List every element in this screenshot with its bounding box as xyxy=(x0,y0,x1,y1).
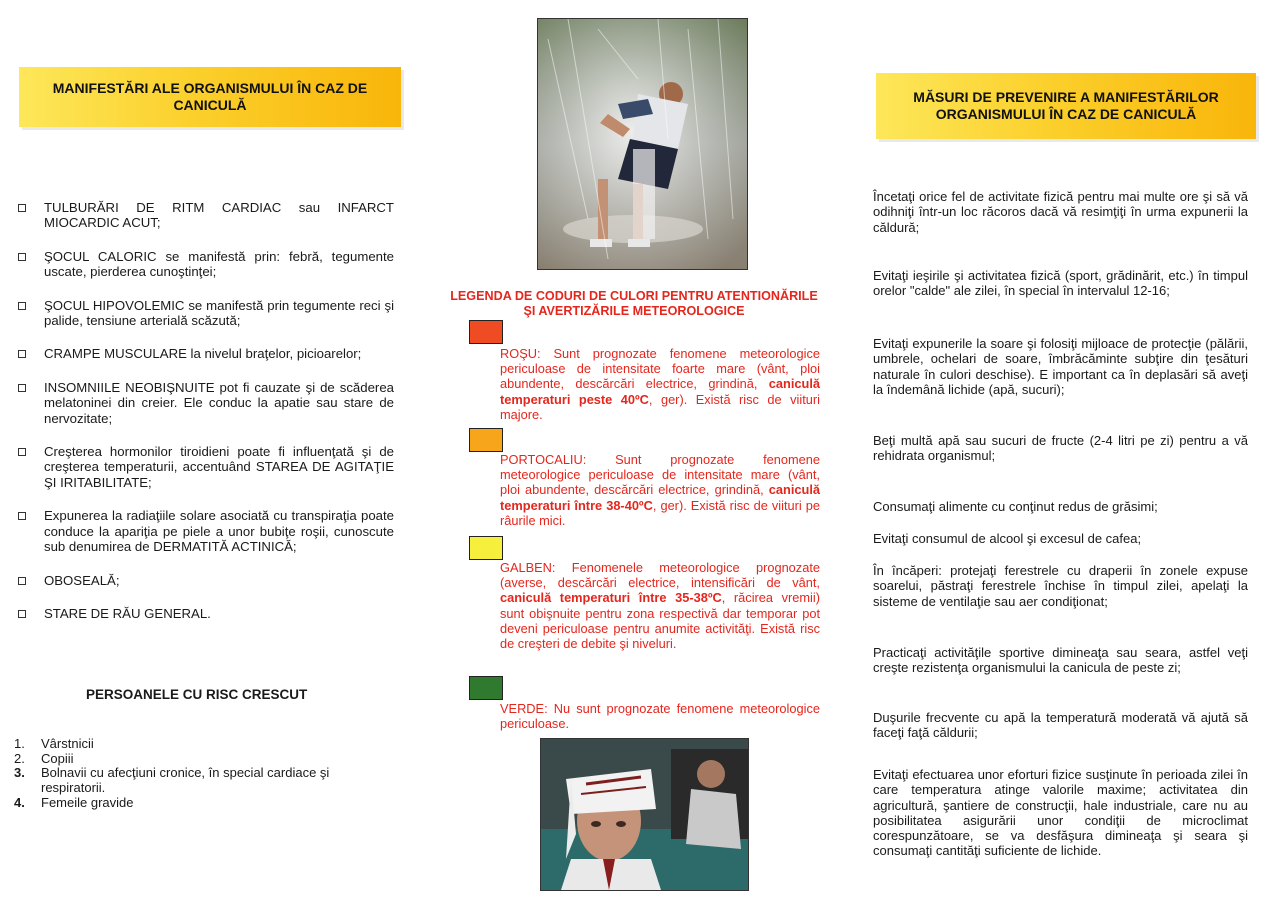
prevention-paragraph: Beţi multă apă sau sucuri de fructe (2-4 litri pe zi) pentru a vă rehidrata organismul; xyxy=(873,433,1248,464)
risk-item: 3. Bolnavii cu afecţiuni cronice, în special cardiace şi respiratorii. xyxy=(14,765,330,796)
risk-item: 1. Vârstnicii xyxy=(14,736,94,751)
risk-item: 4. Femeile gravide xyxy=(14,794,134,810)
prevention-paragraph: Evitaţi efectuarea unor eforturi fizice susţinute în perioada zilei în care temperatura atinge valorile maxime; activitatea din agricultură, şantiere de construcţii, hale industriale, care nu au posibilitatea asigurării unor condiţii de microclimat corespunzătoare, se va desfăşura dimineaţa şi seara şi consumaţi cantităţi suficiente de lichide. xyxy=(873,767,1248,859)
orange-code-text: PORTOCALIU: Sunt prognozate fenomene meteorologice periculoase de intensitate mare (vânt, ploi abundente, descărcări electrice, grindină, caniculă temperaturi între 38-40ºC, ger). Există risc de viituri pe râurile mici. xyxy=(500,452,821,528)
list-item: TULBURĂRI DE RITM CARDIAC sau INFARCT MIOCARDIC ACUT; xyxy=(18,200,394,231)
checkbox-bullet-icon xyxy=(18,302,26,310)
list-item: OBOSEALĂ; xyxy=(18,573,394,588)
checkbox-bullet-icon xyxy=(18,253,26,261)
heat-man-photo-image xyxy=(541,739,748,890)
red-swatch xyxy=(469,320,503,344)
green-swatch xyxy=(469,676,503,700)
orange-swatch xyxy=(469,428,503,452)
list-item: ŞOCUL HIPOVOLEMIC se manifestă prin tegumente reci şi palide, tensiune arterială scăzută; xyxy=(18,298,394,329)
prevention-paragraph: Evitaţi expunerile la soare şi folosiţi mijloace de protecţie (pălării, umbrele, ochelari de soare, îmbrăcăminte subţire din ţesături naturale în culori deschise). E important ca în deplasări să aveţi la îndemână lichide (apă, sucuri); xyxy=(873,336,1248,397)
list-item: STARE DE RĂU GENERAL. xyxy=(18,606,394,621)
right-banner-title: MĂSURI DE PREVENIRE A MANIFESTĂRILOR ORGANISMULUI ÎN CAZ DE CANICULĂ xyxy=(913,89,1219,122)
checkbox-bullet-icon xyxy=(18,448,26,456)
heat-man-photo xyxy=(540,738,749,891)
red-code-text: ROŞU: Sunt prognozate fenomene meteorologice periculoase de intensitate foarte mare (vânt, ploi abundente, descărcări electrice, grindină, caniculă temperaturi peste 40ºC, ger). Există risc de viituri majore. xyxy=(500,346,820,422)
checkbox-bullet-icon xyxy=(18,577,26,585)
risk-list xyxy=(14,737,374,811)
yellow-code-text: GALBEN: Fenomenele meteorologice prognozate (averse, descărcări electrice, intensificări de vânt, caniculă temperaturi între 35-38ºC, răcirea vremii) sunt obişnuite pentru zona respectivă dar temporar pot deveni periculoase pentru anumite activităţi. Există risc de creşteri de debite şi niveluri. xyxy=(500,560,821,652)
right-banner xyxy=(876,73,1256,139)
prevention-paragraph: Practicaţi activităţile sportive dimineaţa sau seara, astfel veţi creşte rezistenţa organismului la canicula de peste zi; xyxy=(873,645,1248,676)
fountain-photo-image xyxy=(538,19,747,269)
prevention-paragraph: Evitaţi ieşirile şi activitatea fizică (sport, grădinărit, etc.) în timpul orelor "calde" ale zilei, în special în intervalul 12-16; xyxy=(873,268,1248,299)
list-item: Creşterea hormonilor tiroidieni poate fi influenţată şi de creşterea temperaturii, accentuând STAREA DE AGITAŢIE ŞI IRITABILITATE; xyxy=(18,444,394,490)
checkbox-bullet-icon xyxy=(18,350,26,358)
risk-title: PERSOANELE CU RISC CRESCUT xyxy=(86,687,308,702)
green-code-text: VERDE: Nu sunt prognozate fenomene meteorologice periculoase. xyxy=(500,701,820,732)
prevention-paragraph: Evitaţi consumul de alcool şi excesul de cafea; xyxy=(873,531,1142,546)
prevention-paragraph: Consumaţi alimente cu conţinut redus de grăsimi; xyxy=(873,499,1158,514)
left-banner-title: MANIFESTĂRI ALE ORGANISMULUI ÎN CAZ DE CANICULĂ xyxy=(52,80,368,113)
manifestations-list xyxy=(18,200,394,639)
fountain-photo xyxy=(537,18,748,270)
risk-item: 2. Copiii xyxy=(14,750,74,766)
checkbox-bullet-icon xyxy=(18,512,26,520)
checkbox-bullet-icon xyxy=(18,204,26,212)
list-item: ŞOCUL CALORIC se manifestă prin: febră, tegumente uscate, pierderea cunoştinţei; xyxy=(18,249,394,280)
list-item: CRAMPE MUSCULARE la nivelul braţelor, picioarelor; xyxy=(18,346,394,361)
prevention-paragraph: Duşurile frecvente cu apă la temperatură moderată vă ajută să faceţi faţă căldurii; xyxy=(873,710,1248,741)
yellow-swatch xyxy=(469,536,503,560)
left-banner xyxy=(19,67,401,127)
list-item: INSOMNIILE NEOBIŞNUITE pot fi cauzate şi de scăderea melatoninei din creier. Ele conduc la apatie sau stare de nervozitate; xyxy=(18,380,394,426)
prevention-paragraph: Încetaţi orice fel de activitate fizică pentru mai multe ore şi să vă odihniţi într-un loc răcoros dacă vă resimţiţi în urma expunerii la căldură; xyxy=(873,189,1248,235)
legend-title: LEGENDA DE CODURI DE CULORI PENTRU ATENTIONĂRILE ŞI AVERTIZĂRILE METEOROLOGICE xyxy=(450,289,818,318)
list-item: Expunerea la radiaţiile solare asociată cu transpiraţia poate conduce la apariţia pe piele a unor bubiţe roşii, cunoscute sub denumirea de DERMATITĂ ACTINICĂ; xyxy=(18,508,394,554)
checkbox-bullet-icon xyxy=(18,384,26,392)
prevention-paragraph: În încăperi: protejaţi ferestrele cu draperii în zonele expuse soarelui, păstraţi ferestrele închise în timpul zilei, apelaţi la sisteme de ventilaţie sau aer condiţionat; xyxy=(873,563,1248,609)
checkbox-bullet-icon xyxy=(18,610,26,618)
